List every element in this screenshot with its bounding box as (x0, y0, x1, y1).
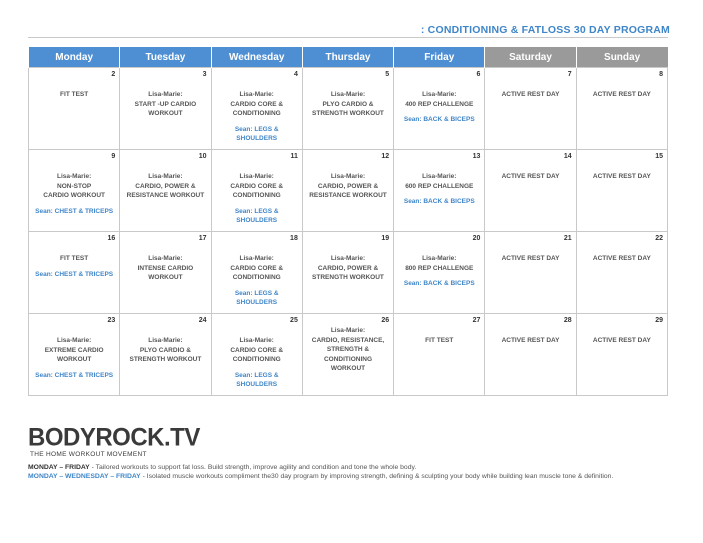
workout-content (120, 336, 210, 365)
sean-workout-text: Sean: BACK & BICEPS (403, 198, 475, 206)
day-cell (576, 68, 667, 150)
day-header-sunday: Sunday (576, 47, 667, 68)
workout-content (485, 336, 575, 346)
workout-text: ACTIVE REST DAY (501, 91, 560, 98)
day-cell (485, 68, 576, 150)
day-cell (302, 150, 393, 232)
sean-workout-text: Sean: CHEST & TRICEPS (35, 371, 114, 379)
day-number: 22 (655, 235, 663, 242)
day-number: 26 (381, 317, 390, 324)
bodyrock-logo: BODYROCK.TV (28, 423, 200, 452)
workout-content (394, 172, 484, 207)
logo-tagline: THE HOME WORKOUT MOVEMENT (30, 451, 147, 458)
day-cell (302, 68, 393, 150)
note-key: MONDAY – FRIDAY (28, 464, 90, 471)
day-number: 19 (381, 235, 390, 242)
workout-content (394, 254, 484, 289)
workout-content (29, 254, 119, 279)
sean-workout-text: Sean: LEGS & SHOULDERS (234, 125, 279, 143)
day-header-wednesday: Wednesday (211, 47, 302, 68)
workout-content (120, 90, 210, 119)
day-cell (29, 68, 120, 150)
day-cell (394, 150, 485, 232)
day-number: 7 (567, 71, 572, 78)
workout-content (485, 90, 575, 100)
workout-text: Lisa-Marie: PLYO CARDIO & STRENGTH WORKOUT (129, 337, 202, 364)
day-number: 10 (198, 153, 207, 160)
day-cell (120, 314, 211, 396)
day-cell (302, 232, 393, 314)
workout-text: Lisa-Marie: 400 REP CHALLENGE (405, 91, 474, 108)
workout-text: Lisa-Marie: CARDIO, RESISTANCE, STRENGTH & CONDITIONING WORKOUT (311, 327, 385, 373)
day-number: 28 (563, 317, 572, 324)
day-number: 5 (385, 71, 390, 78)
workout-content (303, 254, 393, 283)
workout-text: ACTIVE REST DAY (501, 255, 560, 262)
sean-workout-text: Sean: CHEST & TRICEPS (35, 270, 114, 278)
day-header-tuesday: Tuesday (120, 47, 211, 68)
workout-content (577, 336, 667, 346)
day-header-saturday: Saturday (485, 47, 576, 68)
day-number: 11 (290, 153, 298, 160)
note-text: - Isolated muscle workouts compliment the30 day program by improving strength, defining & sculpting your body while building lean muscle tone & definition. (140, 473, 614, 480)
workout-content (29, 336, 119, 380)
sean-workout-text: Sean: BACK & BICEPS (403, 280, 475, 288)
note-text: - Tailored workouts to support fat loss. Build strength, improve agility and condition and tone the whole body. (89, 464, 417, 471)
day-number: 16 (107, 235, 116, 242)
day-cell (211, 68, 302, 150)
workout-content (485, 172, 575, 182)
day-number: 29 (655, 317, 663, 324)
day-cell (211, 314, 302, 396)
workout-text: FIT TEST (60, 91, 89, 98)
day-cell (576, 150, 667, 232)
day-number: 23 (107, 317, 116, 324)
day-number: 9 (111, 153, 116, 160)
workout-text: Lisa-Marie: EXTREME CARDIO WORKOUT (44, 337, 104, 364)
day-number: 4 (293, 71, 298, 78)
day-cell (29, 150, 120, 232)
workout-content (577, 90, 667, 100)
day-header-monday: Monday (29, 47, 120, 68)
workout-text: Lisa-Marie: INTENSE CARDIO WORKOUT (137, 255, 194, 282)
day-number: 3 (202, 71, 207, 78)
sean-workout-text: Sean: BACK & BICEPS (403, 116, 475, 124)
workout-text: Lisa-Marie: CARDIO, POWER & RESISTANCE WORKOUT (126, 173, 205, 200)
day-number: 25 (290, 317, 298, 324)
workout-content (212, 254, 302, 308)
day-cell (302, 314, 393, 396)
sean-workout-text: Sean: CHEST & TRICEPS (35, 207, 114, 215)
day-number: 14 (563, 153, 572, 160)
workout-content (577, 172, 667, 182)
sean-workout-text: Sean: LEGS & SHOULDERS (234, 289, 279, 307)
day-number: 21 (563, 235, 572, 242)
workout-text: Lisa-Marie: 800 REP CHALLENGE (405, 255, 474, 272)
day-number: 24 (198, 317, 207, 324)
calendar-grid (28, 47, 668, 396)
workout-text: Lisa-Marie: PLYO CARDIO & STRENGTH WORKOUT (312, 91, 384, 118)
week-row (29, 68, 668, 150)
title-rule (28, 37, 668, 38)
day-number: 15 (655, 153, 663, 160)
workout-text: ACTIVE REST DAY (501, 173, 560, 180)
day-number: 27 (472, 317, 481, 324)
workout-content (29, 90, 119, 100)
day-cell (211, 150, 302, 232)
day-number: 20 (472, 235, 481, 242)
day-cell (211, 232, 302, 314)
day-number: 13 (472, 153, 481, 160)
day-number: 17 (198, 235, 207, 242)
day-cell (394, 232, 485, 314)
note-key: MONDAY – WEDNESDAY – FRIDAY (28, 473, 141, 480)
day-number: 6 (476, 71, 481, 78)
note-monday-friday (28, 463, 678, 472)
workout-content (303, 326, 393, 374)
workout-text: FIT TEST (60, 255, 89, 262)
day-cell (485, 150, 576, 232)
workout-text: Lisa-Marie: START -UP CARDIO WORKOUT (134, 91, 197, 118)
week-row (29, 150, 668, 232)
day-number: 2 (111, 71, 116, 78)
workout-text: Lisa-Marie: CARDIO CORE & CONDITIONING (230, 255, 284, 282)
day-cell (485, 314, 576, 396)
program-notes (28, 463, 678, 481)
day-number: 18 (290, 235, 298, 242)
workout-text: ACTIVE REST DAY (501, 337, 560, 344)
day-cell (120, 68, 211, 150)
note-monday-wednesday-friday (28, 472, 678, 481)
day-number: 8 (659, 71, 663, 78)
workout-content (303, 90, 393, 119)
workout-content (394, 336, 484, 346)
day-cell (576, 232, 667, 314)
workout-content (394, 90, 484, 125)
day-header-thursday: Thursday (302, 47, 393, 68)
workout-text: ACTIVE REST DAY (592, 337, 651, 344)
workout-content (120, 172, 210, 201)
sean-workout-text: Sean: LEGS & SHOULDERS (234, 207, 279, 225)
day-header-row (29, 47, 668, 68)
day-cell (120, 232, 211, 314)
week-row (29, 232, 668, 314)
workout-content (29, 172, 119, 216)
week-row (29, 314, 668, 396)
workout-text: ACTIVE REST DAY (592, 173, 651, 180)
day-cell (120, 150, 211, 232)
workout-text: Lisa-Marie: CARDIO, POWER & RESISTANCE WORKOUT (309, 173, 387, 200)
workout-content (212, 90, 302, 144)
day-cell (394, 314, 485, 396)
workout-text: Lisa-Marie: CARDIO CORE & CONDITIONING (230, 91, 284, 118)
workout-text: ACTIVE REST DAY (592, 91, 651, 98)
day-header-friday: Friday (394, 47, 485, 68)
day-cell (29, 314, 120, 396)
workout-content (303, 172, 393, 201)
page-title: : CONDITIONING & FATLOSS 30 DAY PROGRAM (420, 24, 670, 36)
day-cell (576, 314, 667, 396)
sean-workout-text: Sean: LEGS & SHOULDERS (234, 371, 279, 389)
workout-text: FIT TEST (425, 337, 454, 344)
day-cell (29, 232, 120, 314)
workout-text: Lisa-Marie: CARDIO CORE & CONDITIONING (230, 173, 284, 200)
day-cell (394, 68, 485, 150)
workout-content (120, 254, 210, 283)
workout-text: Lisa-Marie: CARDIO CORE & CONDITIONING (230, 337, 284, 364)
day-cell (485, 232, 576, 314)
workout-text: Lisa-Marie: NON-STOP CARDIO WORKOUT (43, 173, 106, 200)
workout-text: Lisa-Marie: 600 REP CHALLENGE (405, 173, 474, 190)
workout-text: Lisa-Marie: CARDIO, POWER & STRENGTH WORKOUT (312, 255, 384, 282)
workout-text: ACTIVE REST DAY (592, 255, 651, 262)
workout-content (485, 254, 575, 264)
workout-content (212, 336, 302, 390)
day-number: 12 (381, 153, 390, 160)
workout-content (577, 254, 667, 264)
workout-content (212, 172, 302, 226)
